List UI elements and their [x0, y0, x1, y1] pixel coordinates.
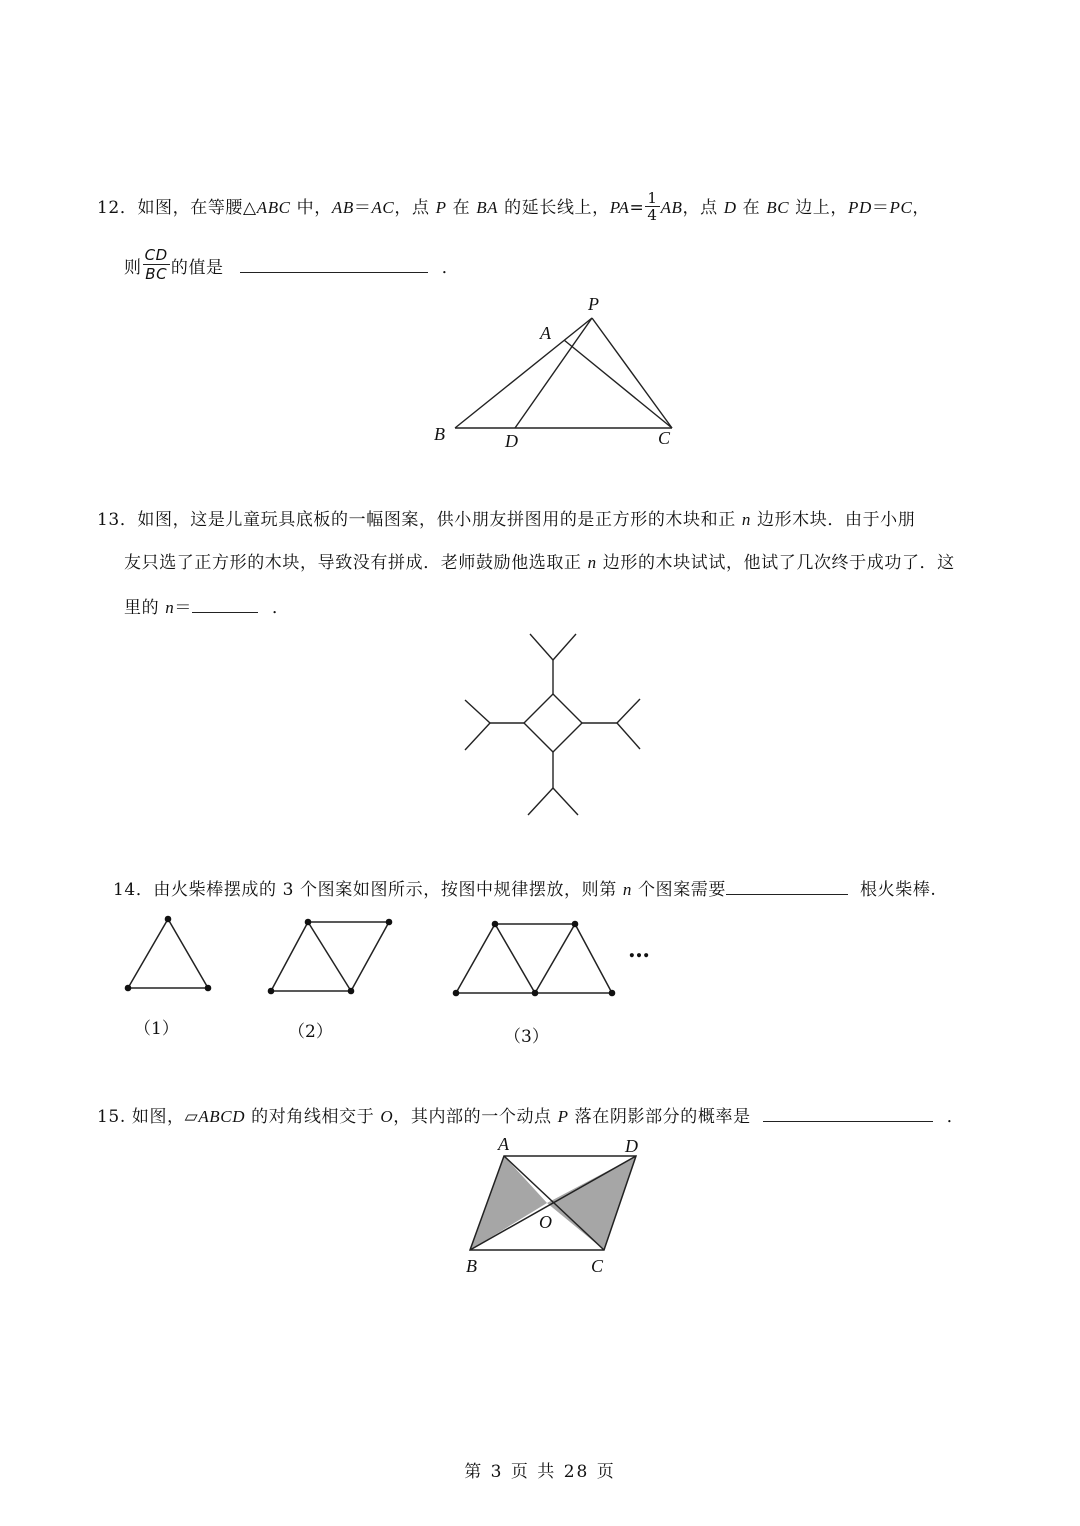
text: 的对角线相交于 [251, 1107, 375, 1127]
answer-blank-q14[interactable] [726, 876, 848, 895]
vertex-dot [268, 988, 275, 995]
q14-matchstick-figures [115, 905, 675, 1005]
figure-1-triangle [128, 919, 208, 988]
math-var: BA [476, 198, 499, 217]
vertex-dot [532, 990, 539, 997]
label-o: O [539, 1212, 552, 1232]
vertex-dot [453, 990, 460, 997]
math-var: AB [331, 198, 354, 217]
text: 在 [736, 198, 767, 218]
q13-line3 [124, 594, 290, 620]
text: 如图，在等腰△ [137, 198, 257, 218]
vertex-dot [572, 921, 579, 928]
text: 根火柴棒. [860, 880, 937, 900]
shaded-triangle-right [547, 1156, 636, 1250]
frac-den: BC [145, 265, 168, 283]
math-var: n [622, 880, 632, 899]
q12-line1 [97, 189, 931, 225]
vertex-dot [205, 985, 212, 992]
answer-blank-q15[interactable] [763, 1103, 933, 1122]
text: ，点 [394, 198, 436, 218]
math-var: ABCD [198, 1107, 246, 1126]
text: 15. 如图， [97, 1107, 185, 1127]
text: ＝ [174, 598, 192, 618]
math-var: P [557, 1107, 569, 1126]
branch [617, 723, 640, 749]
text: 则 [124, 258, 142, 278]
label-b: B [434, 424, 445, 444]
frac-den: 4 [647, 206, 658, 224]
label-c: C [658, 428, 671, 448]
center-square [524, 694, 582, 752]
text: 13．如图，这是儿童玩具底板的一幅图案，供小朋友拼图用的是正方形的木块和正 [97, 510, 736, 530]
math-var: PD [848, 198, 872, 217]
caption-2: （2） [288, 1022, 333, 1042]
answer-blank-q12[interactable] [240, 254, 428, 273]
label-d: D [625, 1136, 638, 1156]
fraction-cd-bc [143, 246, 170, 283]
math-var: n [587, 553, 597, 572]
text: 友只选了正方形的木块，导致没有拼成．老师鼓励他选取正 [124, 553, 582, 573]
math-var: PC [889, 198, 913, 217]
math-var: n [741, 510, 751, 529]
text: ． [441, 258, 460, 278]
math-var: BC [766, 198, 790, 217]
label-c: C [591, 1256, 604, 1276]
math-var: P [435, 198, 447, 217]
q13-line1 [97, 508, 915, 532]
parallelogram-symbol: ▱ [184, 1107, 199, 1127]
branch [465, 700, 490, 723]
vertex-dot [609, 990, 616, 997]
caption-3: （3） [504, 1027, 549, 1047]
label-d: D [505, 431, 518, 451]
figure-3-inner [535, 924, 575, 993]
page-footer: 第 3 页 共 28 页 [464, 1462, 616, 1482]
text: ＝ [353, 198, 372, 218]
figure-2-diagonal [308, 922, 351, 991]
text: ． [946, 1107, 965, 1127]
math-var: O [380, 1107, 394, 1126]
branch [528, 788, 553, 815]
q14-line1 [113, 876, 936, 902]
branch [465, 723, 490, 750]
branch [553, 634, 576, 660]
vertex-dot [165, 916, 172, 923]
text: ＝ [871, 198, 890, 218]
text: ，点 [682, 198, 724, 218]
math-var: ABC [256, 198, 291, 217]
label-a: A [498, 1134, 509, 1154]
shaded-triangle-left [470, 1156, 547, 1250]
text: 的值是 [170, 258, 224, 278]
text: ． [271, 598, 290, 618]
math-var: D [723, 198, 737, 217]
vertex-dot [125, 985, 132, 992]
frac-num: 1 [647, 189, 658, 207]
text: 边形的木块试试，他试了几次终于成功了．这 [602, 553, 955, 573]
vertex-dot [492, 921, 499, 928]
text: 个图案需要 [638, 880, 726, 900]
math-var: PA [609, 198, 630, 217]
figure-3-inner [495, 924, 535, 993]
text: 的延长线上， [498, 198, 610, 218]
line-pd [515, 318, 592, 428]
text: = [629, 198, 645, 218]
q13-line2 [124, 551, 955, 575]
vertex-dot [348, 988, 355, 995]
q12-number: 12． [97, 198, 138, 218]
answer-blank-q13[interactable] [192, 594, 258, 613]
label-b: B [466, 1256, 477, 1276]
q15-line1 [97, 1103, 964, 1129]
text: 中， [290, 198, 332, 218]
label-a: A [540, 323, 551, 343]
q12-triangle-figure [420, 290, 700, 455]
ellipsis: … [628, 937, 650, 963]
figure-3-trapezoid [456, 924, 612, 993]
caption-1: （1） [134, 1019, 179, 1039]
label-p: P [588, 294, 599, 314]
branch [553, 788, 578, 815]
vertex-dot [305, 919, 312, 926]
vertex-dot [386, 919, 393, 926]
branch [617, 699, 640, 723]
math-var: AB [660, 198, 683, 217]
text: 14．由火柴棒摆成的 3 个图案如图所示，按图中规律摆放，则第 [113, 880, 617, 900]
q13-tiling-figure [455, 625, 655, 825]
math-var: n [165, 598, 175, 617]
text: 边形木块．由于小朋 [756, 510, 916, 530]
frac-num: CD [144, 246, 168, 264]
fraction-one-quarter [645, 190, 659, 223]
line-bp [455, 318, 592, 428]
q12-line2 [124, 246, 460, 287]
math-var: AC [371, 198, 395, 217]
text: 里的 [124, 598, 160, 618]
q15-parallelogram-figure [450, 1130, 660, 1280]
branch [530, 634, 553, 660]
text: 边上， [789, 198, 848, 218]
text: ，其内部的一个动点 [393, 1107, 552, 1127]
text: 落在阴影部分的概率是 [574, 1107, 751, 1127]
text: ， [912, 198, 931, 218]
text: 在 [446, 198, 477, 218]
